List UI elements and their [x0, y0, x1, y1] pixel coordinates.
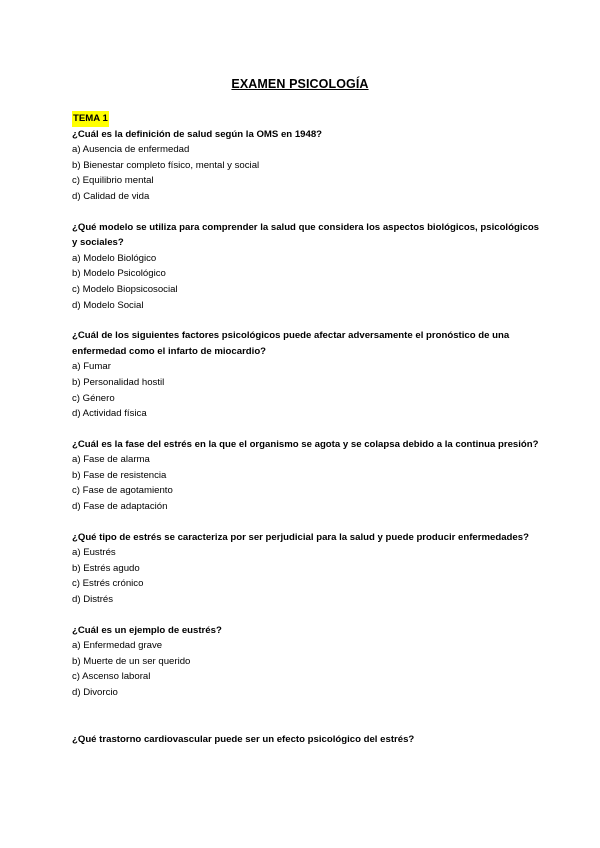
answer-option: a) Enfermedad grave	[72, 640, 163, 652]
answer-option: a) Modelo Biológico	[72, 252, 157, 264]
answer-option: d) Divorcio	[72, 687, 118, 698]
answer-option: d) Calidad de vida	[72, 190, 150, 202]
answer-option: c) Ascenso laboral	[72, 671, 151, 683]
answer-option: a) Fumar	[72, 361, 111, 373]
question-text: ¿Qué tipo de estrés se caracteriza por ser perjudicial para la salud y puede producir enfermedades?	[72, 531, 529, 543]
question-block	[72, 623, 542, 701]
question-block	[72, 530, 542, 608]
answer-option: b) Muerte de un ser querido	[72, 655, 191, 667]
answer-option: c) Género	[72, 392, 115, 404]
question-block	[72, 437, 542, 515]
question-block	[72, 220, 542, 314]
question-text: ¿Cuál de los siguientes factores psicológicos puede afectar adversamente el pronóstico de una enfermedad como el infarto de miocardio?	[72, 330, 510, 357]
question-block	[72, 127, 542, 205]
answer-option: b) Bienestar completo físico, mental y social	[72, 159, 260, 171]
page-title: EXAMEN PSICOLOGÍA	[231, 77, 369, 91]
answer-option: b) Personalidad hostil	[72, 376, 165, 388]
answer-option: d) Modelo Social	[72, 299, 144, 311]
question-text: ¿Qué modelo se utiliza para comprender la salud que considera los aspectos biológicos, psicológicos y sociales?	[72, 221, 540, 249]
answer-option: d) Actividad física	[72, 408, 147, 420]
answer-option: c) Fase de agotamiento	[72, 485, 173, 497]
answer-option: a) Fase de alarma	[72, 454, 150, 466]
question-text: ¿Cuál es la definición de salud según la OMS en 1948?	[72, 128, 323, 140]
answer-option: d) Fase de adaptación	[72, 501, 168, 513]
answer-option: b) Estrés agudo	[72, 562, 140, 574]
answer-option: a) Ausencia de enfermedad	[72, 144, 190, 156]
question-block	[72, 328, 542, 422]
answer-option: c) Modelo Biopsicosocial	[72, 283, 178, 295]
question-text: ¿Cuál es la fase del estrés en la que el organismo se agota y se colapsa debido a la continua presión?	[72, 438, 539, 450]
question-text: ¿Qué trastorno cardiovascular puede ser un efecto psicológico del estrés?	[72, 733, 415, 745]
section-label: TEMA 1	[72, 111, 109, 127]
answer-option: c) Equilibrio mental	[72, 175, 154, 187]
answer-option: d) Distrés	[72, 594, 114, 606]
answer-option: b) Modelo Psicológico	[72, 268, 166, 280]
exam-content	[72, 111, 542, 747]
question-text: ¿Cuál es un ejemplo de eustrés?	[72, 624, 222, 636]
answer-option: a) Eustrés	[72, 547, 116, 559]
answer-option: c) Estrés crónico	[72, 578, 144, 590]
answer-option: b) Fase de resistencia	[72, 469, 167, 481]
